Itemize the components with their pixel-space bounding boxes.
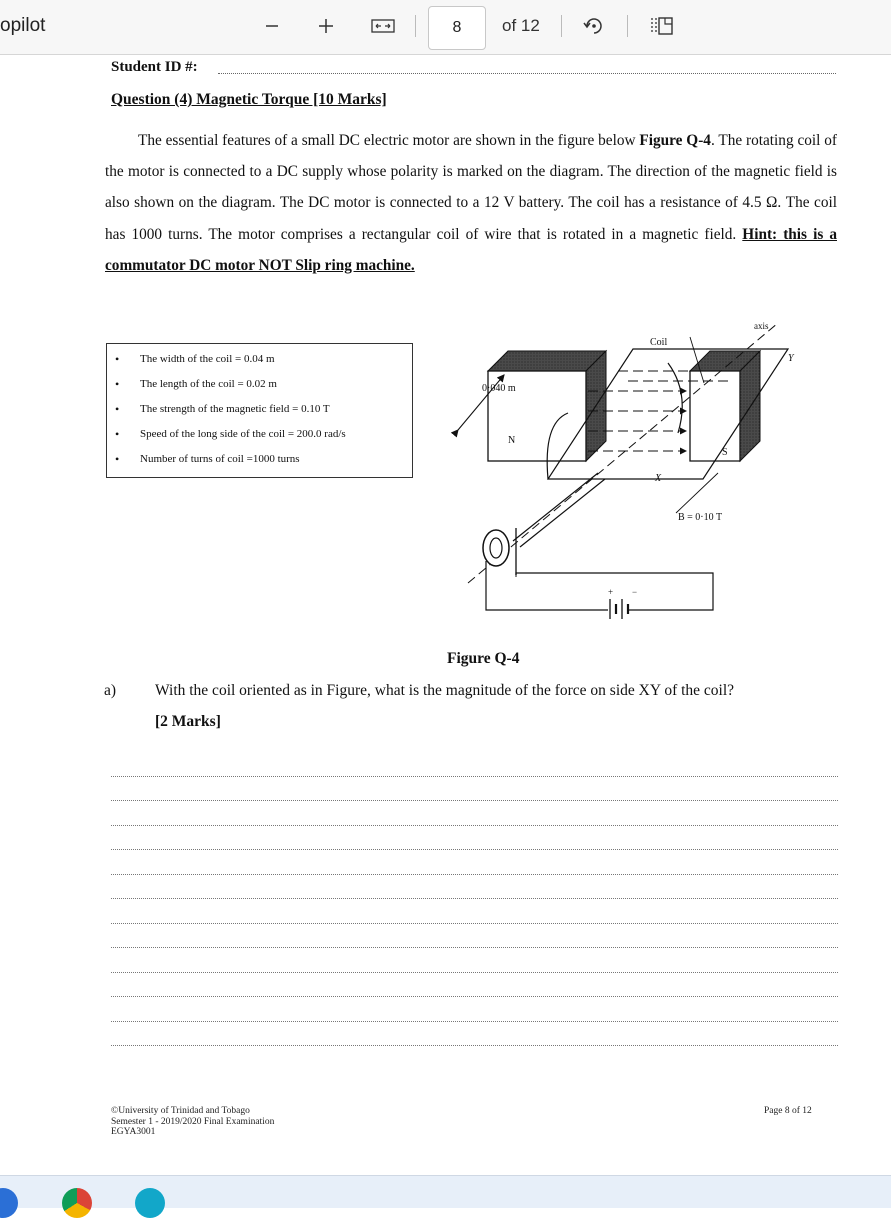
b-field-label: B = 0·10 T (678, 512, 723, 523)
question-a-text: With the coil oriented as in Figure, what is the magnitude of the force on side XY of the coil? (155, 682, 735, 699)
student-id-line (218, 73, 836, 74)
pdf-toolbar (0, 0, 891, 55)
figure-caption: Figure Q-4 (447, 650, 520, 667)
figure-reference: Figure Q-4 (639, 132, 711, 149)
answer-line (111, 924, 838, 949)
app-icon[interactable] (135, 1188, 165, 1218)
answer-line (111, 752, 838, 777)
answer-line (111, 948, 838, 973)
chrome-icon[interactable] (62, 1188, 92, 1218)
footer-page-number: Page 8 of 12 (764, 1106, 812, 1116)
answer-line (111, 801, 838, 826)
plus-icon (318, 18, 334, 34)
battery-icon (608, 587, 658, 619)
dc-motor-diagram (428, 313, 828, 643)
coil-label: Coil (650, 337, 668, 348)
question-paragraph (105, 125, 837, 281)
app-title: opilot (0, 15, 46, 36)
param-item: • The width of the coil = 0.04 m (107, 347, 412, 372)
question-a-label: a) (104, 682, 117, 699)
page-number-input[interactable]: 8 (428, 6, 486, 50)
zoom-out-button[interactable] (262, 12, 282, 40)
fit-width-icon (371, 18, 395, 34)
taskbar (0, 1175, 891, 1208)
param-item: • The length of the coil = 0.02 m (107, 372, 412, 397)
page-view-icon (649, 15, 675, 37)
footer-line2: Semester 1 - 2019/2020 Final Examination (111, 1116, 275, 1127)
answer-line (111, 997, 838, 1022)
student-id-label: Student ID #: (111, 59, 198, 75)
pdf-page (0, 55, 891, 1173)
rotate-icon (582, 14, 606, 38)
answer-lines (111, 752, 838, 1046)
circuit-wire-left (486, 561, 608, 610)
page-footer (111, 1106, 274, 1138)
x-label: X (655, 473, 662, 484)
rotate-button[interactable] (580, 12, 608, 40)
param-item: • Speed of the long side of the coil = 200.0 rad/s (107, 422, 412, 447)
answer-line (111, 899, 838, 924)
answer-line (111, 875, 838, 900)
param-item: • The strength of the magnetic field = 0.10 T (107, 397, 412, 422)
motor-shaft (513, 473, 605, 547)
axis-label: axis (754, 321, 769, 331)
footer-line1: ©University of Trinidad and Tobago (111, 1106, 250, 1116)
circuit-wire-right (516, 573, 713, 610)
question-title: Question (4) Magnetic Torque [10 Marks] (111, 91, 387, 108)
toolbar-divider (415, 15, 416, 37)
svg-text:−: − (632, 587, 638, 597)
dimension-label: 0·040 m (482, 383, 516, 394)
toolbar-divider (561, 15, 562, 37)
paragraph-part2: . The rotating coil of the motor is connected to a DC supply whose polarity is marked on the diagram. The direction of the magnetic field is also shown on the diagram. The DC motor is connected to a 12 V battery. The coil has a resistance of 4.5 Ω. The coil has 1000 turns. The motor comprises a rectangular coil of wire that is rotated in a magnetic field. (105, 132, 837, 243)
question-a-marks: [2 Marks] (155, 713, 221, 730)
page-view-button[interactable] (648, 12, 676, 40)
answer-line (111, 777, 838, 802)
page-total: of 12 (502, 16, 540, 35)
param-item: • Number of turns of coil =1000 turns (107, 447, 412, 472)
answer-line (111, 826, 838, 851)
paragraph-part1: The essential features of a small DC electric motor are shown in the figure below (138, 132, 640, 149)
hint-text: Hint: this is a commutator DC motor NOT Slip ring machine. (105, 225, 837, 274)
coil-parameters-box (106, 343, 413, 478)
y-label: Y (788, 353, 794, 364)
edge-icon[interactable] (0, 1188, 18, 1218)
fit-width-button[interactable] (370, 12, 396, 40)
answer-line (111, 973, 838, 998)
svg-text:+: + (608, 587, 614, 597)
commutator (483, 528, 516, 575)
minus-icon (265, 19, 279, 33)
zoom-in-button[interactable] (316, 12, 336, 40)
answer-line (111, 850, 838, 875)
s-pole-label: S (722, 447, 728, 458)
footer-line3: EGYA3001 (111, 1127, 156, 1137)
answer-line (111, 1022, 838, 1047)
n-pole-label: N (508, 435, 516, 446)
toolbar-divider (627, 15, 628, 37)
north-pole-magnet (488, 351, 606, 461)
